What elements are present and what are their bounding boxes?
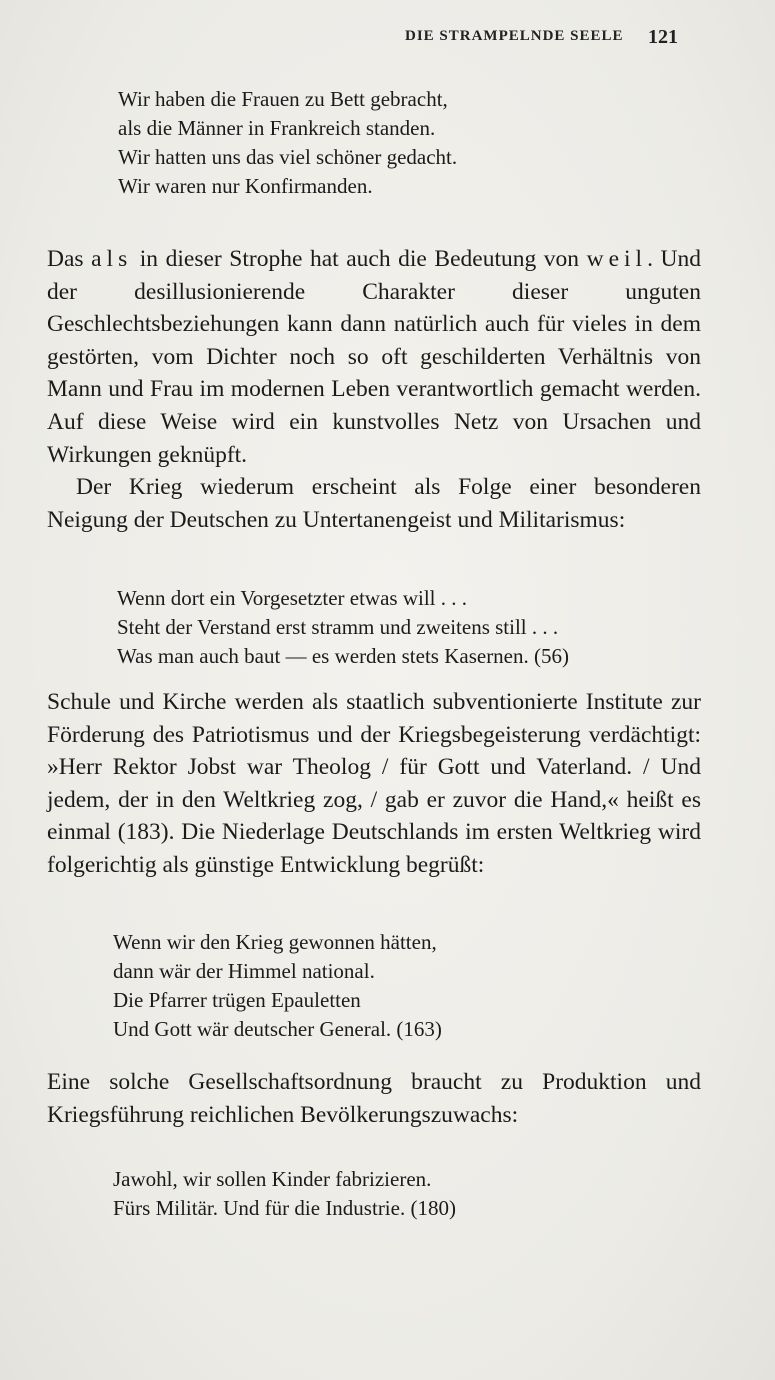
text-run: Das bbox=[47, 246, 92, 272]
paragraph-text: Eine solche Gesellschaftsordnung braucht zu Produktion und Kriegsführung reichlichen Bevölkerungszuwachs: bbox=[47, 1069, 701, 1128]
spaced-word: als bbox=[91, 246, 133, 272]
paragraph-text bbox=[47, 243, 701, 471]
verse-line: als die Männer in Frankreich standen. bbox=[118, 116, 436, 140]
paragraph-text: Schule und Kirche werden als staatlich subventionierte Institute zur Förderung des Patriotismus und der Kriegsbegeisterung verdächtigt: »Herr Rektor Jobst war Theolog / für Gott und Vaterland. / Und jedem, der in den Weltkrieg zog, / gab er zuvor die Hand,« heißt es einmal (183). Die Niederlage Deutschlands im ersten Weltkrieg wird folgerichtig als günstige Entwicklung begrüßt: bbox=[47, 689, 701, 878]
verse-line: Wir hatten uns das viel schöner gedacht. bbox=[118, 145, 458, 169]
verse-line: Wir waren nur Konfirmanden. bbox=[118, 174, 373, 198]
verse-line: Fürs Militär. Und für die Industrie. (180) bbox=[113, 1196, 456, 1220]
verse-line: Wenn wir den Krieg gewonnen hätten, bbox=[113, 930, 437, 954]
verse-quote-2 bbox=[117, 584, 569, 671]
running-head bbox=[0, 26, 775, 50]
running-head-title: DIE STRAMPELNDE SEELE bbox=[405, 28, 624, 44]
paragraph-1 bbox=[47, 243, 701, 536]
verse-line: Was man auch baut — es werden stets Kasernen. (56) bbox=[117, 644, 569, 668]
paragraph-3 bbox=[47, 1066, 701, 1131]
verse-line: Die Pfarrer trügen Epauletten bbox=[113, 988, 361, 1012]
text-run: . Und der desillusionierende Charakter dieser unguten Geschlechtsbeziehungen kann dann natürlich auch für vieles in dem gestörten, vom Dichter noch so oft geschilderten Verhältnis von Mann und Frau im modernen Leben verantwortlich gemacht werden. Auf diese Weise wird ein kunstvolles Netz von Ursachen und Wirkungen geknüpft. bbox=[47, 246, 701, 468]
verse-quote-1 bbox=[118, 85, 457, 201]
verse-line: Und Gott wär deutscher General. (163) bbox=[113, 1017, 442, 1041]
verse-quote-4 bbox=[113, 1165, 456, 1223]
paragraph-text: Der Krieg wiederum erscheint als Folge einer besonderen Neigung der Deutschen zu Untertanengeist und Militarismus: bbox=[47, 474, 701, 533]
paragraph-2 bbox=[47, 686, 701, 882]
verse-line: Jawohl, wir sollen Kinder fabrizieren. bbox=[113, 1167, 432, 1191]
verse-line: dann wär der Himmel national. bbox=[113, 959, 375, 983]
text-run: in dieser Strophe hat auch die Bedeutung von bbox=[132, 246, 587, 272]
verse-line: Steht der Verstand erst stramm und zweitens still . . . bbox=[117, 615, 559, 639]
verse-line: Wenn dort ein Vorgesetzter etwas will . . . bbox=[117, 586, 467, 610]
verse-line: Wir haben die Frauen zu Bett gebracht, bbox=[118, 87, 448, 111]
spaced-word: weil bbox=[586, 246, 648, 272]
verse-quote-3 bbox=[113, 928, 442, 1044]
page-number: 121 bbox=[648, 26, 678, 48]
